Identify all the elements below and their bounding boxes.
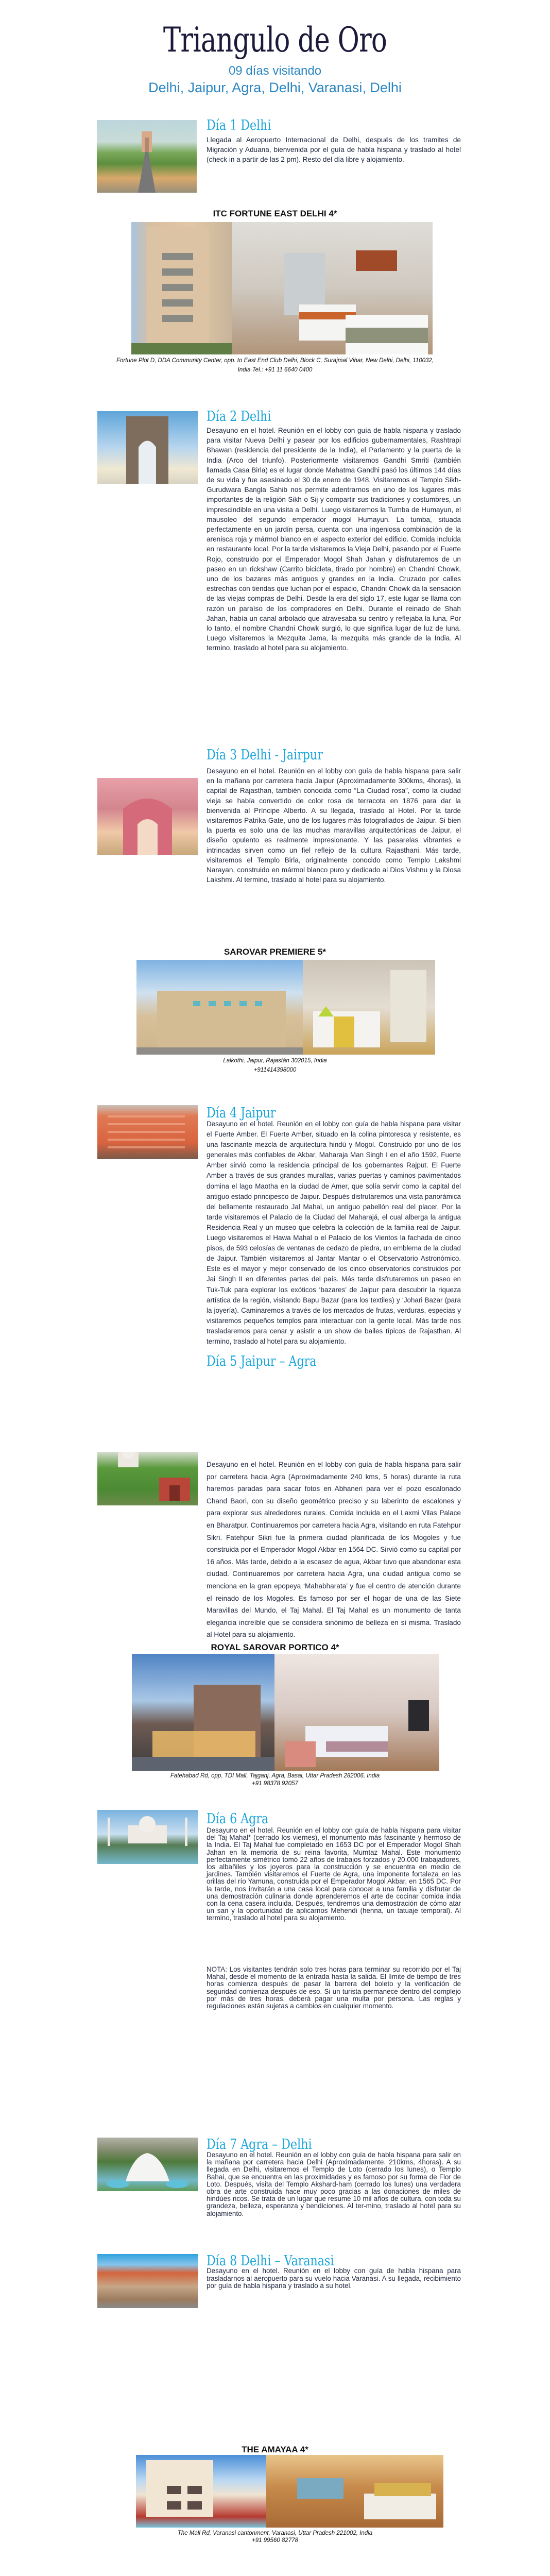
- hotel-3-name: ROYAL SAROVAR PORTICO 4*: [211, 1642, 339, 1652]
- day-6-photo-taj-mahal: [97, 1810, 198, 1864]
- day-3-photo-patrika-gate: [97, 778, 198, 855]
- day-5-text: Desayuno en el hotel. Reunión en el lobby con guía de habla hispana para salir por carretera hacia Agra (Aproximadamente 240 kms, 5 horas) durante la ruta haremos paradas para sacar fotos en Abhaneri para ver el pozo escalonado Chand Baori, con su diseño geométrico preciso y su laberinto de escalones y para explorar sus alrededores rurales. Comida incluida en el Laxmi Vilas Palace en Bharatpur. Continuaremos por carretera hacia Agra, visitando en ruta Fatehpur Sikri. Fatehpur Sikri fue la primera ciudad planificada de los Mogoles y fue construida por el Emperador Mogol Akbar en 1564 DC. Sirvió como su capital por 16 años. Más tarde, debido a la escasez de agua, Akbar tuvo que abandonar esta ciudad. Continuaremos por carretera hacia Agra, una ciudad antigua como se menciona en la gran epopeya ‘Mahabharata’ y fue el centro de atención durante el reinado de los Mogoles. Es famoso por ser el hogar de una de las Siete Maravillas del Mundo, el Taj Mahal. El Taj Mahal es un monumento de tanta elegancia increíble que se considera sinónimo de belleza en sí misma. Traslado al Hotel para su alojamiento.: [207, 1461, 461, 1639]
- day-3-title: Día 3 Delhi - Jairpur: [207, 747, 323, 763]
- hotel-3-phone: +91 98378 92057: [252, 1781, 298, 1787]
- hotel-2-phone: +911414398000: [253, 1067, 297, 1073]
- hotel-2-exterior-photo: [136, 960, 303, 1055]
- subtitle-route: Delhi, Jaipur, Agra, Delhi, Varanasi, Delhi: [148, 80, 402, 95]
- hotel-2-name: SAROVAR PREMIERE 5*: [224, 947, 326, 957]
- day-2-title: Día 2 Delhi: [207, 409, 271, 425]
- day-6-note: NOTA: Los visitantes tendrán solo tres horas para terminar su recorrido por el Taj Mahal, desde el momento de la entrada hasta la salida. El límite de tiempo de tres horas comienza después de pasar la barrera del boleto y la verificación de seguridad comienza después de eso. Si un turista permanece dentro del complejo por más de tres horas, deberá pagar una multa por persona. Las reglas y regulaciones están sujetas a cambios en cualquier momento.: [207, 1965, 461, 2010]
- hotel-3-address: Fatehabad Rd, opp. TDI Mall, Tajganj, Agra, Basai, Uttar Pradesh 282006, India: [170, 1773, 380, 1779]
- day-7-title: Día 7 Agra – Delhi: [207, 2137, 312, 2153]
- day-1-text: Llegada al Aeropuerto Internacional de Delhi, después de los tramites de Migración y Aduana, bienvenida por el guía de habla hispana y traslado al hotel (check in a partir de las 2 pm). Resto del día libre y alojamiento.: [207, 136, 461, 164]
- hotel-4-room-photo: [266, 2455, 443, 2528]
- hotel-4-phone: +91 99560 82778: [252, 2537, 298, 2544]
- day-5-photo-taj-mahal-aerial-image: [97, 1452, 198, 1505]
- hotel-4-address: The Mall Rd, Varanasi cantonment, Varanasi, Uttar Pradesh 221002, India: [177, 2530, 373, 2536]
- hotel-1-name: ITC FORTUNE EAST DELHI 4*: [213, 209, 337, 218]
- hotel-1-phone: India Tel.: +91 11 6640 0400: [237, 367, 313, 373]
- day-4-photo-hawa-mahal: [97, 1105, 198, 1159]
- hotel-2-address: Lalkothi, Jaipur, Rajastán 302015, India: [223, 1058, 327, 1064]
- day-8-photo-varanasi-ghats: [97, 2254, 198, 2308]
- day-3-text: Desayuno en el hotel. Reunión en el lobby con guía de habla hispana para salir en la mañana por carretera hacia Jaipur (Aproximadamente 300kms, 4horas), la capital de Rajasthan, también conocida como “La Ciudad rosa”, como la ciudad vieja se había convertido de color rosa de terracota en 1876 para dar la bienvenida al Príncipe Alberto. A su llegada, traslado al Hotel. Por la tarde visitaremos Patrika Gate, uno de los lugares más fotografiados de Jaipur. Si bien la puerta es solo una de las muchas maravillas arquitectónicas de Jaipur, el diseño opulento es realmente impresionante. Y las pasarelas vibrantes e intrincadas sirven como un fiel reflejo de la cultura Rajasthani. Más tarde, visitaremos el Templo Birla, originalmente conocido como Templo Lakshmi Narayan, construido en mármol blanco puro y dedicado al Dios Vishnu y la Diosa Lakshmi. Al termino, traslado al hotel para su alojamiento.: [207, 767, 461, 884]
- day-2-photo-india-gate: [97, 411, 198, 484]
- page-title: Triangulo de Oro: [163, 20, 387, 60]
- hotel-1-exterior-photo: [131, 222, 232, 354]
- day-8-title: Día 8 Delhi – Varanasi: [207, 2253, 334, 2269]
- day-4-text: Desayuno en el hotel. Reunión en el lobby con guía de habla hispana para visitar el Fuerte Amber. El Fuerte Amber, situado en la colina pintoresca y resistente, es una fascinante mezcla de arquitectura hindú y Mogol. Construido por uno de los generales más confiables de Akbar, Maharaja Man Singh I en el año 1592, Fuerte Amber sirvió como la residencia principal de los gobernantes Rajput. El Fuerte Amber a través de sus grandes murallas, varias puertas y caminos pavimentados domina el lago Maotha en la ciudad de Amer, que solía servir como la capital del antiguo estado principesco de Jaipur. Después disfrutaremos una vista panorámica del bellamente restaurado Jal Mahal, un antiguo pabellón real del placer. Por la tarde visitaremos el Palacio de la Ciudad del Maharajá, el cual alberga la antigua Residencia Real y un museo que celebra la colección de la familia real de Jaipur. Luego visitaremos el Hawa Mahal o el Palacio de los Vientos la fachada de cinco pisos, de 593 celosías de ventanas de cedazo de piedra, un emblema de la ciudad de Jaipur. También visitaremos al Jantar Mantar o el Observatorio Astronómico. Este es el mayor y mejor conservado de los cinco observatorios construidos por Jai Singh II en diferentes partes del país. Más tarde disfrutaremos un paseo en Tuk-Tuk para explorar los exóticos ‘bazares’ de Jaipur para descubrir la riqueza artística de la región, visitando Bapu Bazar (para los textiles) y ‘Johari Bazar (para la joyería). Caminaremos a través de los mercados de frutas, verduras, especias y visitaremos pequeños templos para interactuar con la gente local. Más tarde nos trasladaremos para cenar y asistir a un show de bailes típicos de Rajasthan. Al termino, traslado al hotel para su alojamiento.: [207, 1120, 461, 1345]
- day-4-title: Día 4 Jaipur: [207, 1105, 276, 1121]
- day-7-photo-lotus-temple: [97, 2138, 198, 2191]
- hotel-4-name: THE AMAYAA 4*: [242, 2445, 308, 2454]
- day-2-text: Desayuno en el hotel. Reunión en el lobby con guía de habla hispana y traslado para visitar Nueva Delhi y pasear por los edificios gubernamentales, Rashtrapi Bhawan (residencia del presidente de la India), el Parlamento y la puerta de la India (Arco del triunfo). Posteriormente visitaremos Gandhi Smriti (también llamada Casa Birla) es el lugar donde Mahatma Gandhi pasó los últimos 144 días de su vida y fue asesinado el 30 de enero de 1948. Visitaremos el Templo Sikh-Gurudwara Bangla Sahib nos permite adentrarnos en uno de los lugares más importantes de la religión Sikh o Sij y compartir sus tradiciones y costumbres, un imprescindible en una visita a Delhi. Luego visitaremos la Tumba de Humayun, el mausoleo del segundo emperador mogol Humayun. La tumba, situada perfectamente en un jardín persa, cuenta con una ingeniosa combinación de la arenisca roja y mármol blanco en el aspecto exterior del edificio. Comida incluida en restaurante local. Por la tarde visitaremos la Vieja Delhi, pasando por el Fuerte Rojo, construido por el Emperador Mogol Shah Jahan y disfrutaremos de un paseo en un rickshaw (Carrito bicicleta, tirado por hombre) en Chandni Chowk, uno de los bazares más antiguos y grandes en la India. Cruzado por calles estrechas con tiendas que luchan por el espacio, Chandni Chowk da la sensación de las viejas compras de Delhi. Desde la era del siglo 17, este lugar se llama con razón un paraíso de los compradores en Delhi. Durante el reinado de Shah Jahan, había un canal arbolado que atravesaba su centro y reflejaba la luna. Por lo tanto, el nombre Chandni Chowk surgió, lo que significa lugar de luz de luna. Luego visitaremos la Mezquita Jama, la mezquita más grande de la India. Al termino, traslado al hotel para su alojamiento.: [207, 427, 461, 652]
- day-1-title: Día 1 Delhi: [207, 117, 271, 133]
- hotel-4-exterior-photo: [136, 2455, 266, 2528]
- day-7-text: Desayuno en el hotel. Reunión en el lobby con guía de habla hispana para salir en la mañana por carretera hacia Delhi (Aproximadamente. 210kms, 4horas). A su llegada en Delhi, visitaremos el Templo de Loto (cerrado los lunes), o Templo Bahai, que se encuentra en las proximidades y es famoso por su forma de Flor de Loto. Después, visita del Templo Akshard-ham (cerrado los lunes) una verdadera obra de arte construida hace muy poco gracias a las donaciones de miles de hindúes ricos. Se trata de un lugar que resume 10 mil años de cultura, con toda su grandeza, belleza, esperanza y bendiciones. Al ter-mino, traslado al hotel para su alojamiento.: [207, 2151, 461, 2217]
- hotel-2-room-photo: [303, 960, 435, 1055]
- day-6-text: Desayuno en el hotel. Reunión en el lobby con guía de habla hispana para visitar del Taj Mahal* (cerrado los viernes), el monumento más fascinante y hermoso de la India. El Taj Mahal fue completado en 1653 DC por el Emperador Mogol Shah Jahan en la memoria de su reina favorita, Mumtaz Mahal. Este monumento perfectamente simétrico tomó 22 años de trabajos forzados y 20.000 trabajadores, los albañiles y los joyeros para la construcción y se encuentra en medio de jardines. También visitaremos el Fuerte de Agra, una imponente fortaleza en las orillas del río Yamuna, construida por el Emperador Mogol Akbar, en 1565 DC. Por la tarde, nos invitarán a una casa local para conocer a una familia y disfrutar de una demostración culinaria donde aprenderemos el arte de cocinar comida india con la cena casera incluida. Después, tendremos una demostración de cómo atar un sari y la oportunidad de aplicarnos Mehendi (henna, un tatuaje temporal). Al termino, traslado al hotel para su alojamiento.: [207, 1826, 461, 1922]
- hotel-1-room-photo: [232, 222, 433, 354]
- day-1-photo-india-gate: [97, 120, 197, 193]
- day-6-title: Día 6 Agra: [207, 1811, 269, 1827]
- day-8-text: Desayuno en el hotel. Reunión en el lobby con guía de habla hispana para trasladarnos al aeropuerto para su vuelo hacia Varanasi. A su llegada, recibimiento por guía de habla hispana y traslado a su hotel.: [207, 2267, 461, 2290]
- hotel-1-address: Fortune Plot D, DDA Community Center, opp. to East End Club Delhi, Block C, Surajmal Vihar, New Delhi, Delhi, 110032,: [116, 358, 434, 364]
- hotel-3-room-photo: [274, 1654, 439, 1771]
- day-5-title: Día 5 Jaipur – Agra: [207, 1353, 317, 1369]
- hotel-3-exterior-photo: [132, 1654, 274, 1771]
- subtitle-days: 09 días visitando: [228, 64, 322, 78]
